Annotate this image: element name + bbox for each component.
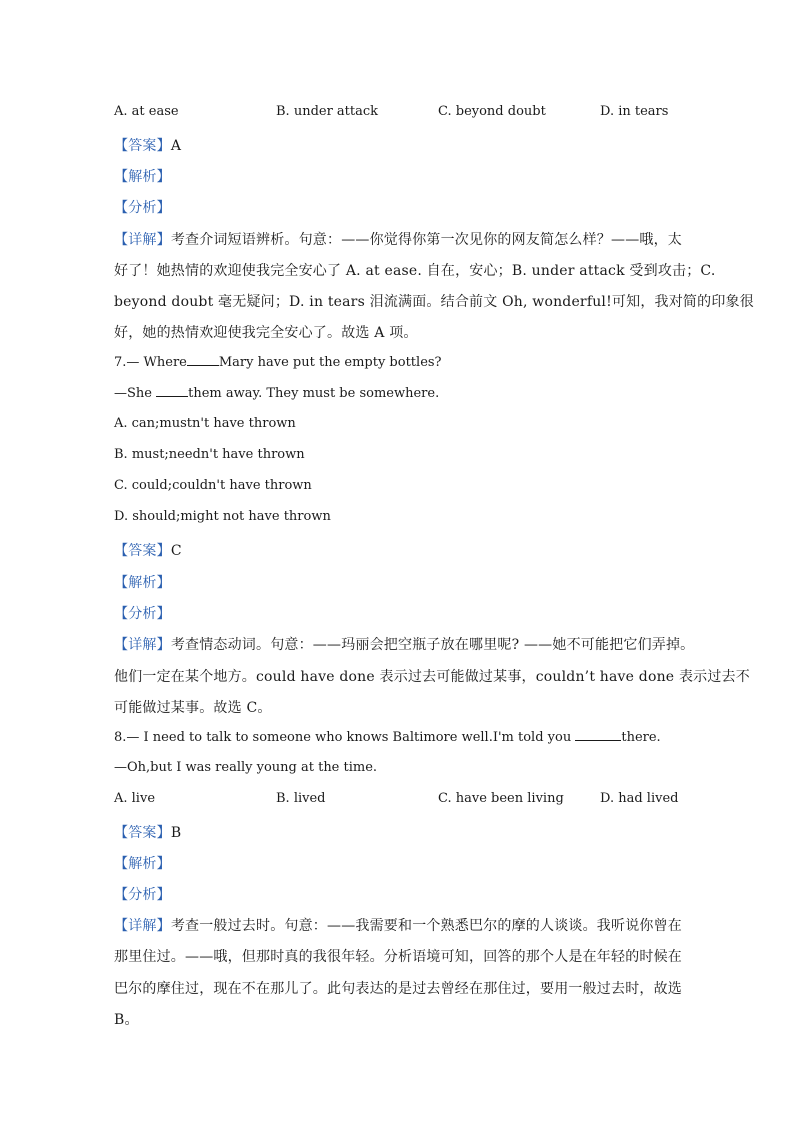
q8-detail-line-1 — [114, 915, 682, 935]
q6-option-a: A. at ease — [114, 104, 179, 119]
q6-answer — [114, 135, 181, 155]
q6-option-c: C. beyond doubt — [438, 104, 546, 119]
detail-tag: 【详解】 — [114, 918, 171, 934]
answer-value: A — [170, 138, 182, 154]
q7-option-b: B. must;needn't have thrown — [114, 447, 305, 462]
q7-detail-line-3: 可能做过某事。故选 C。 — [114, 700, 272, 716]
q6-detail-line-4: 好，她的热情欢迎使我完全安心了。故选 A 项。 — [114, 325, 418, 341]
q7-stem-pre: 7.— Where — [114, 355, 187, 370]
detail-tag: 【详解】 — [114, 637, 171, 653]
fenxi-tag: 【分析】 — [114, 200, 171, 216]
detail-text: 考查一般过去时。句意：——我需要和一个熟悉巴尔的摩的人谈谈。我听说你曾在 — [170, 918, 683, 934]
answer-tag: 【答案】 — [114, 138, 171, 154]
answer-tag: 【答案】 — [114, 825, 171, 841]
jiexi-tag: 【解析】 — [114, 575, 171, 591]
q7-fenxi — [114, 603, 171, 623]
q8-stem-pre: 8.— I need to talk to someone who knows Baltimore well.I'm told you — [114, 730, 576, 745]
q8-detail-line-3: 巴尔的摩住过，现在不在那儿了。此句表达的是过去曾经在那住过，要用一般过去时，故选 — [114, 981, 682, 997]
q7-blank-2 — [156, 385, 188, 397]
q6-detail-line-3: beyond doubt 毫无疑问；D. in tears 泪流满面。结合前文 Oh, wonderful!可知，我对简的印象很 — [114, 294, 754, 310]
detail-tag: 【详解】 — [114, 232, 171, 248]
q7-jiexi — [114, 572, 171, 592]
fenxi-tag: 【分析】 — [114, 606, 171, 622]
jiexi-tag: 【解析】 — [114, 169, 171, 185]
q6-option-d: D. in tears — [600, 104, 669, 119]
q8-blank — [575, 729, 621, 741]
q8-option-c: C. have been living — [438, 791, 564, 806]
detail-text: 考查情态动词。句意：——玛丽会把空瓶子放在哪里呢? ——她不可能把它们弄掉。 — [170, 637, 695, 653]
q6-fenxi — [114, 197, 171, 217]
q8-fenxi — [114, 884, 171, 904]
q8-stem-post: there. — [621, 730, 661, 745]
q7-reply-post: them away. They must be somewhere. — [188, 386, 440, 401]
q7-answer — [114, 540, 182, 560]
q8-option-a: A. live — [114, 791, 156, 806]
q6-detail-line-2: 好了！她热情的欢迎使我完全安心了 A. at ease. 自在，安心；B. under attack 受到攻击；C. — [114, 263, 716, 279]
q7-reply-pre: —She — [114, 386, 157, 401]
answer-value: B — [170, 825, 182, 841]
q8-option-b: B. lived — [276, 791, 326, 806]
q8-stem-line-2: —Oh,but I was really young at the time. — [114, 760, 378, 775]
q7-detail-line-1 — [114, 634, 694, 654]
q8-jiexi — [114, 853, 171, 873]
answer-value: C — [170, 543, 182, 559]
detail-text: 考查介词短语辨析。句意：——你觉得你第一次见你的网友简怎么样？——哦，太 — [170, 232, 683, 248]
q8-answer — [114, 822, 181, 842]
q8-stem-line-1 — [114, 729, 661, 745]
jiexi-tag: 【解析】 — [114, 856, 171, 872]
q6-jiexi — [114, 166, 171, 186]
q8-option-d: D. had lived — [600, 791, 679, 806]
fenxi-tag: 【分析】 — [114, 887, 171, 903]
q7-stem-post: Mary have put the empty bottles? — [218, 355, 442, 370]
answer-tag: 【答案】 — [114, 543, 171, 559]
q7-stem-line-2 — [114, 385, 439, 401]
q7-option-d: D. should;might not have thrown — [114, 509, 331, 524]
q7-stem-line-1 — [114, 354, 442, 370]
q6-option-b: B. under attack — [276, 104, 379, 119]
q8-detail-line-2: 那里住过。——哦，但那时真的我很年轻。分析语境可知，回答的那个人是在年轻的时候在 — [114, 949, 682, 965]
q7-detail-line-2: 他们一定在某个地方。could have done 表示过去可能做过某事，couldn’t have done 表示过去不 — [114, 669, 750, 685]
q6-detail-line-1 — [114, 229, 682, 249]
q7-option-a: A. can;mustn't have thrown — [114, 416, 296, 431]
q7-option-c: C. could;couldn't have thrown — [114, 478, 312, 493]
q8-detail-line-4: B。 — [114, 1012, 139, 1028]
q7-blank-1 — [187, 354, 219, 366]
